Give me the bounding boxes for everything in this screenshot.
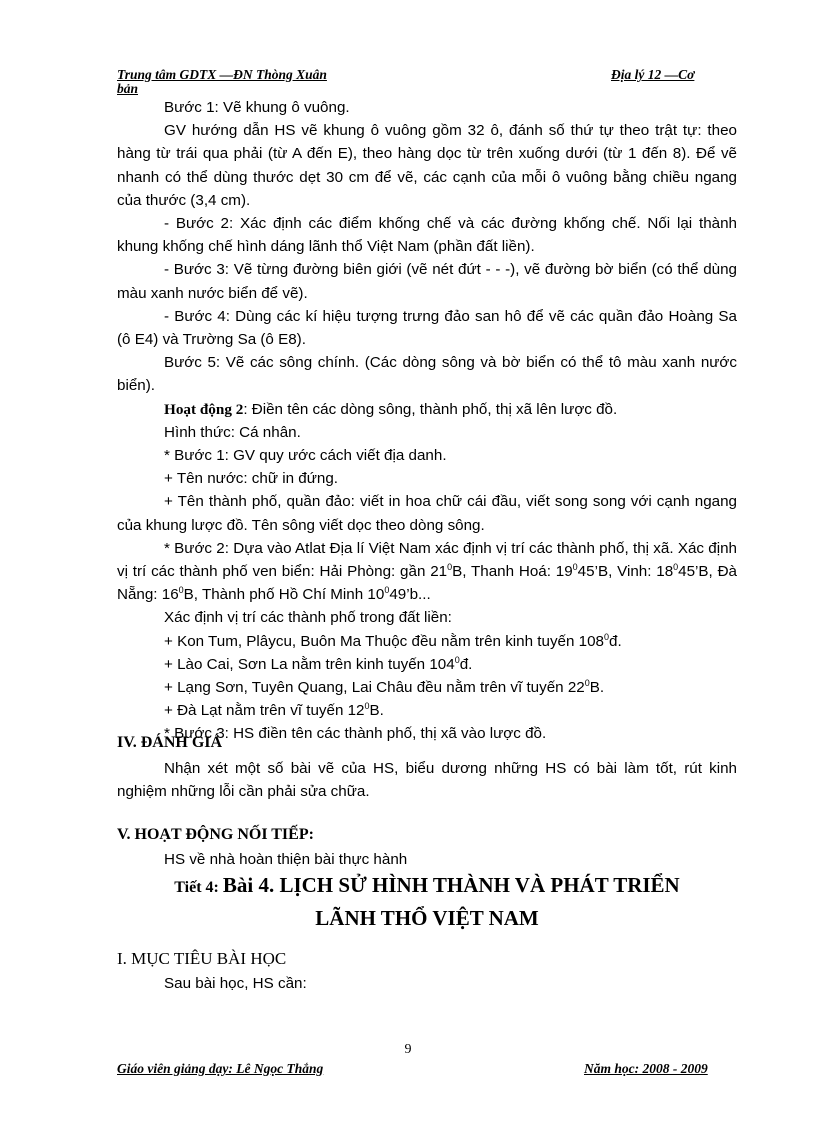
city-2-text: + Lào Cai, Sơn La nằm trên kinh tuyến 104 bbox=[164, 655, 455, 673]
lesson-body bbox=[117, 96, 737, 746]
step-3: - Bước 3: Vẽ từng đường biên giới (vẽ nét đứt - - -), vẽ đường bờ biển (có thể dùng màu xanh nước biển để vẽ). bbox=[117, 261, 737, 302]
city-4-end: B. bbox=[369, 702, 384, 720]
section-4-heading: IV. ĐÁNH GIÁ bbox=[117, 734, 223, 751]
step-1-desc: GV hướng dẫn HS vẽ khung ô vuông gồm 32 ô, đánh số thứ tự theo trật tự: theo hàng từ trái qua phải (từ A đến E), theo hàng dọc từ trên xuống dưới (từ 1 đến 8). Để vẽ nhanh có thể dùng thước dẹt 30 cm để vẽ, các cạnh của mỗi ô vuông bằng chiều ngang của thước (3,4 cm). bbox=[117, 122, 737, 209]
footer-school-year: Năm học: 2008 - 2009 bbox=[584, 1061, 708, 1076]
header-left bbox=[117, 67, 327, 83]
section-4-body bbox=[117, 757, 737, 803]
lesson-title-line-2: LÃNH THỔ VIỆT NAM bbox=[315, 906, 539, 930]
inland-city-1 bbox=[117, 630, 737, 653]
city-4-text: + Đà Lạt nằm trên vĩ tuyến 12 bbox=[164, 702, 365, 720]
inland-city-2 bbox=[117, 653, 737, 676]
activity-2-label: Hoạt động 2 bbox=[164, 400, 244, 418]
step-2-text-e: B, Thành phố Hồ Chí Minh 10 bbox=[183, 586, 385, 604]
lesson-name: Bài 4. LỊCH SỬ HÌNH THÀNH VÀ PHÁT TRIỂN bbox=[222, 873, 680, 897]
activity-step-1: * Bước 1: GV quy ước cách viết địa danh. bbox=[164, 447, 447, 465]
activity-form: Hình thức: Cá nhân. bbox=[164, 423, 301, 441]
degree-mark: 0 bbox=[384, 585, 390, 596]
activity-2 bbox=[117, 398, 737, 421]
step-2-text-c: 45’B, Vinh: 18 bbox=[577, 563, 674, 581]
degree-mark: 0 bbox=[584, 678, 590, 689]
section-5-heading: V. HOẠT ĐỘNG NỐI TIẾP: bbox=[117, 826, 314, 843]
objectives-body bbox=[117, 972, 737, 995]
step-2-text-f: 49’b... bbox=[389, 586, 431, 604]
city-1-text: + Kon Tum, Plâycu, Buôn Ma Thuộc đều nằm trên kinh tuyến 108 bbox=[164, 632, 604, 650]
rule-country: + Tên nước: chữ in đứng. bbox=[164, 470, 339, 488]
header-subject: Địa lý 12 —Cơ bbox=[611, 67, 695, 82]
page-number: 9 bbox=[404, 1042, 412, 1057]
objectives-text: Sau bài học, HS cần: bbox=[164, 975, 307, 992]
step-5: Bước 5: Vẽ các sông chính. (Các dòng sông và bờ biển có thể tô màu xanh nước biển). bbox=[117, 354, 737, 395]
degree-mark: 0 bbox=[178, 585, 184, 596]
step-2-text-b: B, Thanh Hoá: 19 bbox=[452, 563, 573, 581]
inland-intro: Xác định vị trí các thành phố trong đất liền: bbox=[164, 609, 452, 627]
activity-2-text: : Điền tên các dòng sông, thành phố, thị xã lên lược đồ. bbox=[243, 400, 618, 418]
lesson-period: Tiết 4: bbox=[174, 879, 223, 896]
header-school: Trung tâm GDTX —ĐN Thòng Xuân bbox=[117, 67, 327, 82]
city-3-end: B. bbox=[589, 679, 605, 697]
degree-mark: 0 bbox=[364, 701, 370, 712]
city-1-end: đ. bbox=[609, 632, 622, 650]
footer-teacher: Giáo viên giảng dạy: Lê Ngọc Thắng bbox=[117, 1061, 324, 1076]
step-1: Bước 1: Vẽ khung ô vuông. bbox=[164, 99, 350, 116]
lesson-title-line-1 bbox=[117, 870, 737, 903]
header-school-wrap: bản bbox=[117, 81, 139, 96]
header-left-wrap bbox=[117, 81, 138, 97]
degree-mark: 0 bbox=[604, 631, 610, 642]
header-right bbox=[611, 67, 694, 83]
inland-city-3 bbox=[117, 676, 737, 699]
step-2-text-d: 45’B, Đà Nẵng: 16 bbox=[117, 563, 737, 604]
city-3-text: + Lạng Sơn, Tuyên Quang, Lai Châu đều nằm trên vĩ tuyến 22 bbox=[164, 679, 585, 697]
section-4-text: Nhận xét một số bài vẽ của HS, biểu dương những HS có bài làm tốt, rút kinh nghiệm những lỗi cần phải sửa chữa. bbox=[117, 760, 737, 801]
inland-city-4 bbox=[117, 699, 737, 722]
degree-mark: 0 bbox=[454, 654, 460, 665]
degree-mark: 0 bbox=[572, 562, 578, 572]
lesson-title bbox=[117, 870, 737, 934]
section-5-body bbox=[117, 848, 737, 871]
activity-step-2 bbox=[117, 537, 737, 607]
step-4: - Bước 4: Dùng các kí hiệu tượng trưng đảo san hô để vẽ các quần đảo Hoàng Sa (ô E4) và Trường Sa (ô E8). bbox=[117, 307, 737, 349]
objectives-heading: I. MỤC TIÊU BÀI HỌC bbox=[117, 949, 287, 968]
step-2-text-a: * Bước 2: Dựa vào Atlat Địa lí Việt Nam xác định vị trí các thành phố, thị xã. Xác định vị trí các thành phố ven biển: Hải Phòng: gần 21 bbox=[117, 539, 737, 581]
step-2: - Bước 2: Xác định các điểm khống chế và các đường khống chế. Nối lại thành khung khống chế hình dáng lãnh thổ Việt Nam (phần đất liền). bbox=[117, 215, 737, 256]
rule-city: + Tên thành phố, quần đảo: viết in hoa chữ cái đầu, viết song song với cạnh ngang của khung lược đồ. Tên sông viết dọc theo dòng sông. bbox=[117, 493, 737, 534]
degree-mark: 0 bbox=[447, 562, 453, 572]
section-5-text: HS về nhà hoàn thiện bài thực hành bbox=[164, 851, 408, 868]
degree-mark: 0 bbox=[673, 562, 679, 572]
activity-step-3: * Bước 3: HS điền tên các thành phố, thị xã vào lược đồ. bbox=[164, 725, 547, 743]
city-2-end: đ. bbox=[459, 655, 473, 673]
